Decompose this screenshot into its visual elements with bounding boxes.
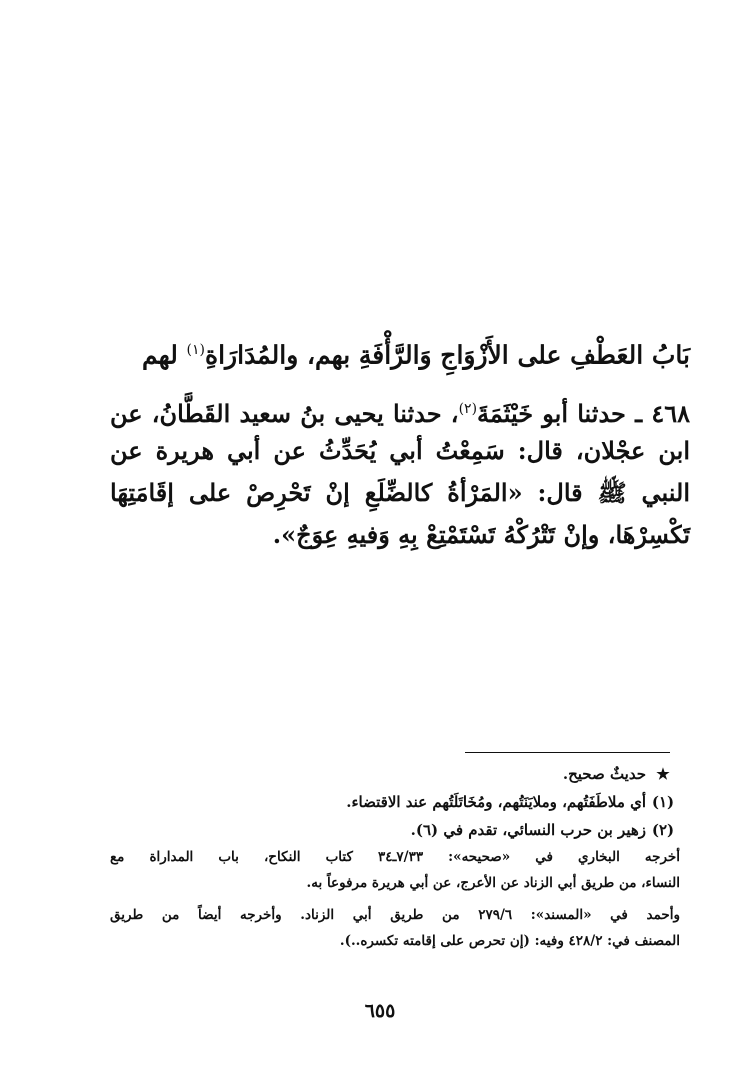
footnote-separator — [465, 752, 670, 753]
footnote-2-detail-line: أخرجه البخاري في «صحيحه»: ٧/٣٣ـ٣٤ كتاب النكاح، باب المداراة مع — [110, 849, 681, 865]
footnotes — [110, 760, 680, 954]
footnote-2 — [110, 816, 680, 844]
hadith-line-4: تَكْسِرْهَا، وإنْ تَتْرُكْهُ تَسْتَمْتِعْ بِهِ وَفيهِ عِوَجٌ». — [272, 520, 690, 549]
footnote-2-marker: (٢) — [651, 821, 675, 839]
hadith-line-1-end: ، حدثنا يحيى بنُ سعيد القَطَّانُ، عن — [110, 399, 459, 428]
footnote-1-text: أي ملاطَفَتُهم، وملايَنَتُهم، ومُخَاتَلَتُهم عند الاقتضاء. — [346, 793, 646, 811]
hadith-line-1 — [110, 388, 690, 430]
footnote-reference-2: (٢) — [458, 401, 478, 417]
page-number: ٦٥٥ — [364, 1000, 396, 1022]
footnote-2-detail-line: النساء، من طريق أبي الزناد عن الأعرج، عن أبي هريرة مرفوعاً به. — [306, 875, 680, 891]
chapter-title-text: بَابُ العَطْفِ على الأَزْوَاجِ وَالرَّأْفَةِ بهم، والمُدَارَاةِ — [205, 340, 690, 370]
star-icon: ★ — [656, 765, 670, 783]
footnote-1-marker: (١) — [651, 793, 675, 811]
hadith-line-3: النبي ﷺ قال: «المَرْأةُ كالضِّلَعِ إنْ تَحْرِصْ على إقَامَتِهَا — [110, 478, 690, 507]
chapter-title — [110, 330, 690, 375]
chapter-title-tail: لهم — [142, 340, 178, 370]
footnote-1 — [110, 788, 680, 816]
footnote-reference-1: (١) — [186, 342, 205, 358]
footnote-2-text: زهير بن حرب النسائي، تقدم في (٦). — [410, 821, 646, 839]
footnote-star-text: حديثٌ صحيح. — [562, 765, 646, 783]
footnote-2-detail-line: وأحمد في «المسند»: ٢٧٩/٦ من طريق أبي الزناد. وأخرجه أيضاً من طريق — [110, 907, 681, 923]
hadith-line-2: ابن عجْلان، قال: سَمِعْتُ أبي يُحَدِّثُ عن أبي هريرة عن — [110, 436, 691, 465]
hadith-line-1-start: ٤٦٨ ـ حدثنا أبو خَيْثَمَةَ — [477, 399, 690, 428]
footnote-star — [110, 760, 680, 788]
footnote-2-detail-line: المصنف في: ٤٢٨/٢ وفيه: (إن تحرص على إقامته تكسره..). — [339, 933, 680, 949]
hadith-text — [110, 388, 690, 556]
